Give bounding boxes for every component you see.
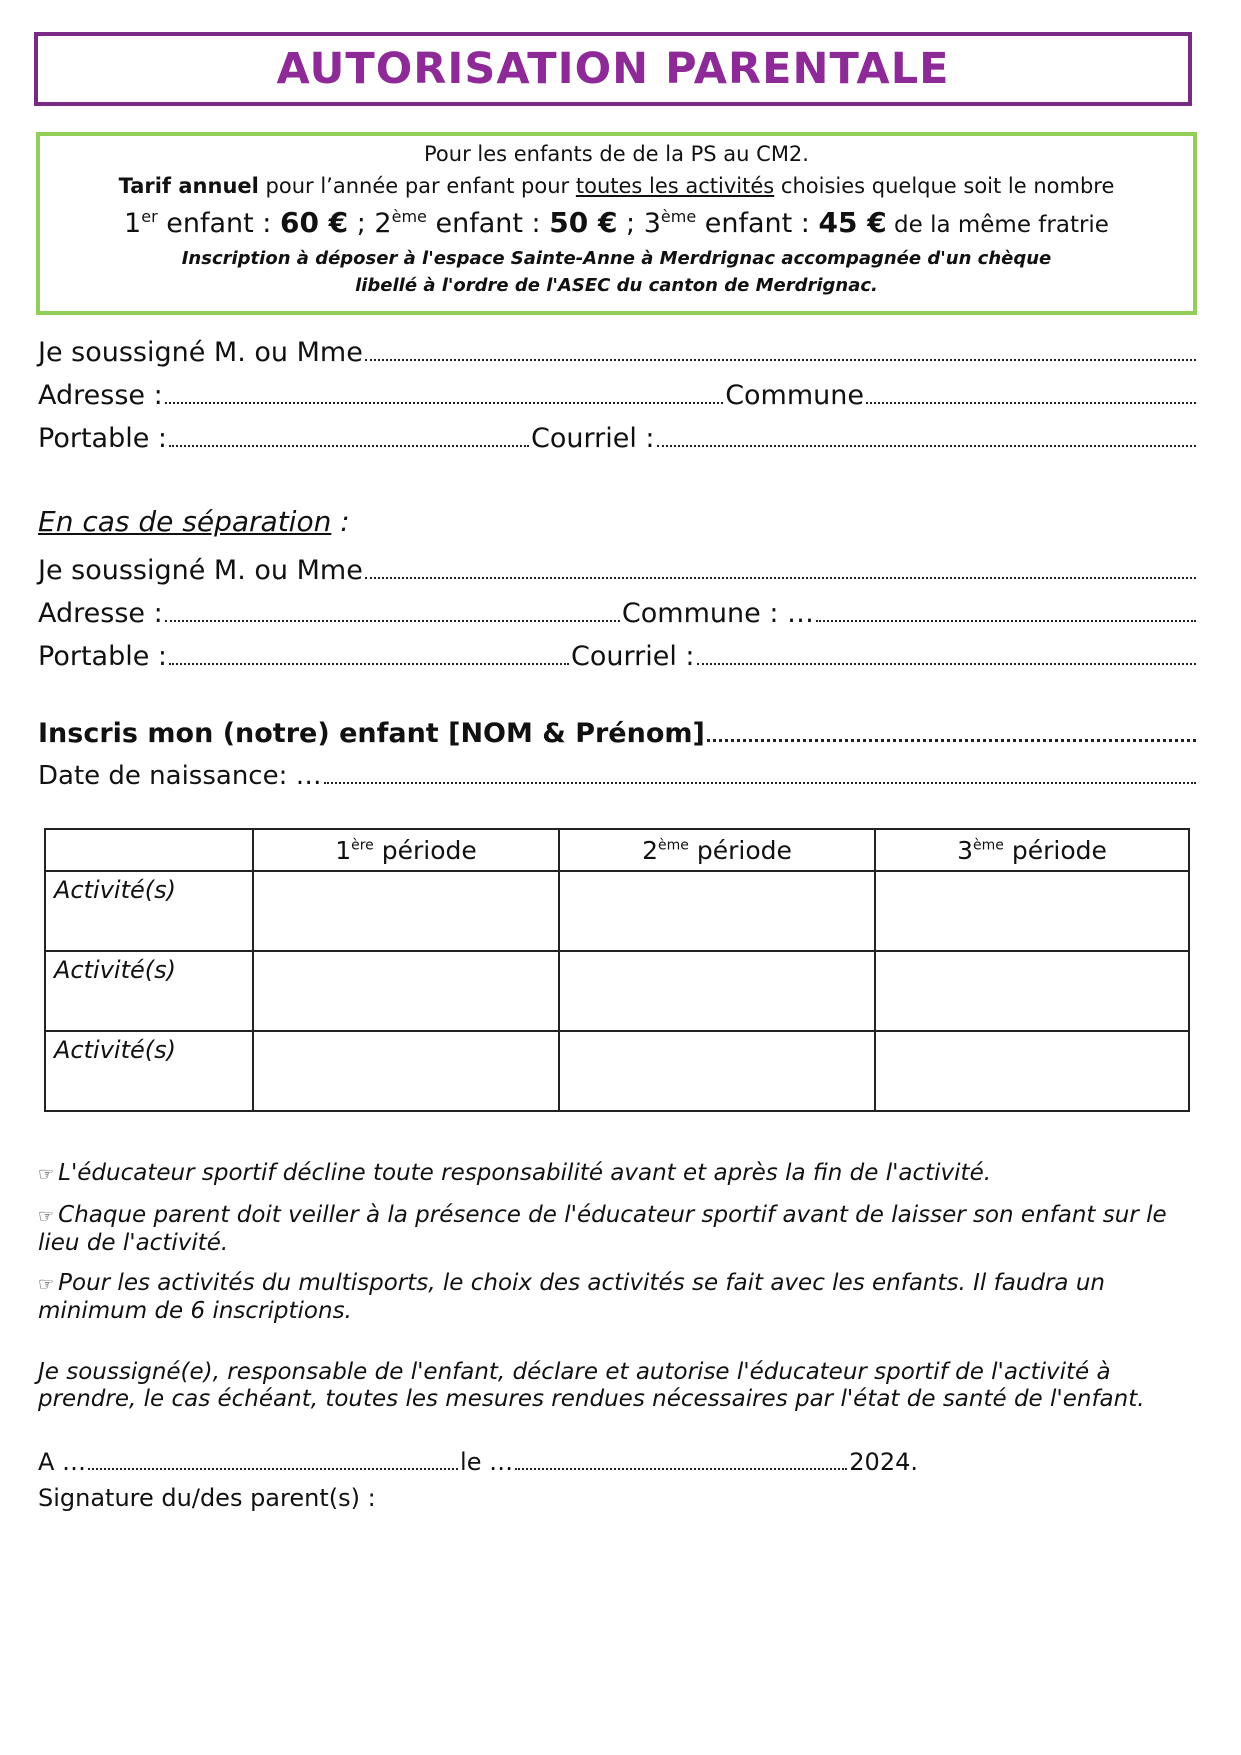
inscription-line-1: Inscription à déposer à l'espace Sainte-Anne à Merdrignac accompagnée d'un chèque bbox=[181, 248, 1052, 269]
place-label: A … bbox=[38, 1448, 87, 1476]
sep-mobile-field[interactable] bbox=[169, 663, 569, 665]
sep-name-label: Je soussigné M. ou Mme bbox=[38, 555, 363, 586]
parent-address-label: Adresse : bbox=[38, 380, 163, 411]
date-field[interactable] bbox=[515, 1468, 847, 1470]
note-text: Pour les activités du multisports, le choix des activités se fait avec les enfants. Il faudra un minimum de 6 inscriptions. bbox=[38, 1270, 1105, 1324]
activity-cell[interactable] bbox=[559, 871, 875, 951]
table-corner-cell bbox=[45, 829, 253, 871]
child1-num: 1 bbox=[124, 208, 142, 239]
child2-sup: ème bbox=[391, 207, 427, 226]
inscription-line-2: libellé à l'ordre de l'ASEC du canton de Merdrignac. bbox=[355, 275, 878, 296]
activity-cell[interactable] bbox=[253, 951, 559, 1031]
sep-name-row bbox=[38, 550, 1198, 586]
page-title: AUTORISATION PARENTALE bbox=[276, 44, 950, 94]
separation-heading bbox=[38, 505, 350, 538]
birth-date-label: Date de naissance: … bbox=[38, 761, 322, 791]
sep-commune-field[interactable] bbox=[816, 620, 1196, 622]
pointing-hand-icon: ☞ bbox=[38, 1206, 55, 1227]
activity-cell[interactable] bbox=[253, 1031, 559, 1111]
parent-mobile-field[interactable] bbox=[169, 445, 529, 447]
table-row bbox=[45, 951, 1189, 1031]
price-third-child: 45 € bbox=[818, 206, 887, 239]
table-header-row bbox=[45, 829, 1189, 871]
price-second-child: 50 € bbox=[549, 206, 618, 239]
note-parent-check bbox=[38, 1202, 1178, 1257]
parent-name-row bbox=[38, 332, 1198, 368]
price-first-child: 60 € bbox=[279, 206, 349, 239]
pointing-hand-icon: ☞ bbox=[38, 1164, 55, 1185]
pricing-info-box bbox=[36, 132, 1197, 315]
table-row bbox=[45, 1031, 1189, 1111]
signature-label: Signature du/des parent(s) : bbox=[38, 1484, 376, 1512]
note-text: Chaque parent doit veiller à la présence de l'éducateur sportif avant de laisser son enfant sur le lieu de l'activité. bbox=[38, 1202, 1167, 1256]
note-multisports bbox=[38, 1270, 1178, 1325]
sep-address-row bbox=[38, 593, 1198, 629]
activity-row-label: Activité(s) bbox=[45, 1031, 253, 1111]
sep-address-label: Adresse : bbox=[38, 598, 163, 629]
activities-table bbox=[44, 828, 1190, 1112]
separation-heading-colon: : bbox=[331, 505, 350, 538]
activity-cell[interactable] bbox=[559, 951, 875, 1031]
birth-date-row bbox=[38, 755, 1198, 791]
tarif-end: choisies quelque soit le nombre bbox=[774, 174, 1115, 198]
sep-email-label: Courriel : bbox=[571, 641, 695, 672]
year-text: 2024. bbox=[849, 1448, 918, 1476]
place-field[interactable] bbox=[88, 1468, 458, 1470]
age-range-text: Pour les enfants de de la PS au CM2. bbox=[424, 142, 809, 166]
child-enroll-label: Inscris mon (notre) enfant [NOM & Prénom] bbox=[38, 718, 705, 749]
fratrie-text: de la même fratrie bbox=[886, 212, 1109, 238]
child1-sup: er bbox=[141, 207, 158, 226]
activity-cell[interactable] bbox=[559, 1031, 875, 1111]
child3-sup: ème bbox=[660, 207, 697, 226]
tarif-mid: pour l’année par enfant pour bbox=[258, 174, 576, 198]
separation-heading-text: En cas de séparation bbox=[38, 505, 332, 538]
note-text: L'éducateur sportif décline toute responsabilité avant et après la fin de l'activité. bbox=[58, 1160, 992, 1186]
activity-cell[interactable] bbox=[253, 871, 559, 951]
tarif-line bbox=[40, 174, 1193, 198]
activity-row-label: Activité(s) bbox=[45, 871, 253, 951]
sep-contact-row bbox=[38, 636, 1198, 672]
title-box bbox=[34, 32, 1192, 106]
parent-commune-label: Commune bbox=[725, 380, 864, 411]
parent-commune-field[interactable] bbox=[866, 402, 1196, 404]
parent-address-row bbox=[38, 375, 1198, 411]
parent-name-label: Je soussigné M. ou Mme bbox=[38, 337, 363, 368]
activity-row-label: Activité(s) bbox=[45, 951, 253, 1031]
child2-num: ; 2 bbox=[348, 208, 392, 239]
parent-mobile-label: Portable : bbox=[38, 423, 168, 454]
sep-mobile-label: Portable : bbox=[38, 641, 168, 672]
price-line bbox=[40, 206, 1193, 239]
sep-name-field[interactable] bbox=[365, 577, 1196, 579]
header-period-1: 1ère période bbox=[253, 829, 559, 871]
sep-commune-label: Commune : … bbox=[621, 598, 814, 629]
table-row bbox=[45, 871, 1189, 951]
child2-text: enfant : bbox=[426, 208, 550, 239]
note-responsibility bbox=[38, 1160, 1178, 1188]
child-name-field[interactable] bbox=[707, 739, 1196, 742]
activity-cell[interactable] bbox=[875, 951, 1189, 1031]
child-enroll-row bbox=[38, 713, 1198, 749]
activity-cell[interactable] bbox=[875, 1031, 1189, 1111]
place-date-row bbox=[38, 1446, 918, 1476]
parent-name-field[interactable] bbox=[365, 359, 1196, 361]
child3-num: ; 3 bbox=[617, 208, 661, 239]
tarif-label: Tarif annuel bbox=[118, 174, 259, 198]
pointing-hand-icon: ☞ bbox=[38, 1274, 55, 1295]
sep-email-field[interactable] bbox=[697, 663, 1196, 665]
child1-text: enfant : bbox=[157, 208, 280, 239]
declaration-text: Je soussigné(e), responsable de l'enfant, déclare et autorise l'éducateur sportif de l'activité à prendre, le cas échéant, toutes les mesures rendues nécessaires par l'état de santé de l'enfant. bbox=[38, 1359, 1145, 1412]
tarif-underlined: toutes les activités bbox=[575, 174, 775, 198]
parent-email-label: Courriel : bbox=[531, 423, 655, 454]
activity-cell[interactable] bbox=[875, 871, 1189, 951]
date-label: le … bbox=[460, 1448, 514, 1476]
header-period-3: 3ème période bbox=[875, 829, 1189, 871]
parent-contact-row bbox=[38, 418, 1198, 454]
parent-address-field[interactable] bbox=[165, 402, 724, 404]
sep-address-field[interactable] bbox=[165, 620, 620, 622]
parent-email-field[interactable] bbox=[657, 445, 1196, 447]
header-period-2: 2ème période bbox=[559, 829, 875, 871]
child3-text: enfant : bbox=[696, 208, 819, 239]
birth-date-field[interactable] bbox=[324, 782, 1196, 784]
